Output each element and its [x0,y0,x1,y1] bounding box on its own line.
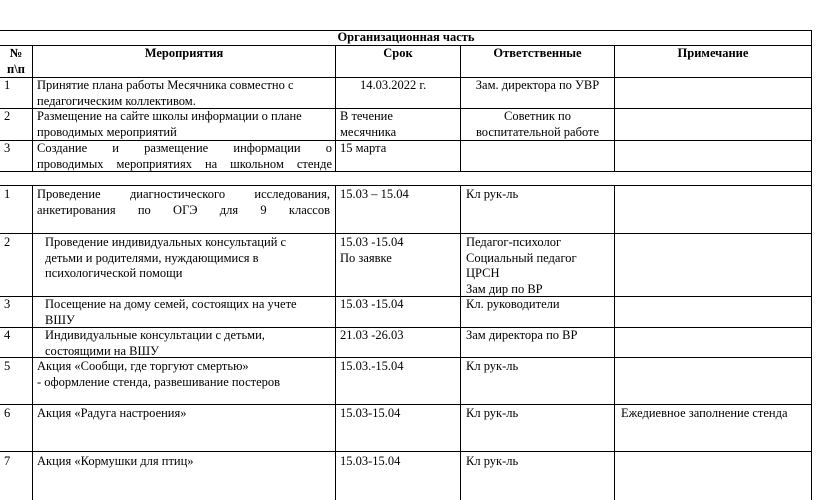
row-date: 14.03.2022 г. [360,78,427,92]
table-border-right [811,30,812,500]
row-responsible: Кл рук-ль [466,406,519,420]
header-note: Примечание [677,46,749,60]
row-number: 7 [4,454,11,468]
row-divider [0,233,812,234]
row-number: 5 [4,359,11,373]
column-divider [614,185,615,500]
row-date: В течение месячника [340,109,397,139]
row-number: 1 [4,187,11,201]
column-divider [335,185,336,500]
row-event: Индивидуальные консультации с детьми, состоящими на ВШУ [45,328,265,358]
row-event: Акция «Сообщи, где торгуют смертью» - оформление стенда, развешивание постеров [37,359,281,389]
header-num: № п\п [7,46,25,76]
column-divider [32,45,33,171]
header-responsible: Ответственные [493,46,582,60]
row-date: 15.03 -15.04 По заявке [340,235,404,265]
column-divider [460,45,461,171]
row-event: Размещение на сайте школы информации о плане проводимых мероприятий [37,109,302,139]
header-event: Мероприятия [144,46,224,60]
row-responsible: Советник по воспитательной работе [475,109,600,139]
row-date: 15.03 – 15.04 [340,187,409,201]
row-event: Посещение на дому семей, состоящих на учете ВШУ [45,297,297,327]
row-event: Акция «Кормушки для птиц» [37,454,194,468]
row-event: Проведение индивидуальных консультаций с детьми и родителями, нуждающимися в психологической помощи [45,235,287,280]
column-divider [614,45,615,171]
row-date: 15.03 -15.04 [340,297,404,311]
row-number: 2 [4,109,11,123]
column-divider [335,45,336,171]
row-divider [0,185,812,186]
header-date: Срок [383,46,413,60]
row-responsible: Зам директора по ВР [466,328,578,342]
row-event: Проведение диагностического исследования, анкетирования по ОГЭ для 9 классов [37,187,330,217]
column-divider [32,185,33,500]
column-divider [460,185,461,500]
row-number: 3 [4,297,11,311]
row-responsible: Педагог-психолог Социальный педагог ЦРСН Зам дир по ВР [466,235,577,296]
row-divider [0,404,812,405]
row-responsible: Кл рук-ль [466,187,519,201]
row-date: 15 марта [340,141,387,155]
row-number: 1 [4,78,11,92]
row-responsible: Зам. директора по УВР [475,78,600,92]
row-event: Акция «Радуга настроения» [37,406,187,420]
section-title: Организационная часть [337,30,475,44]
row-date: 15.03-15.04 [340,454,401,468]
row-date: 21.03 -26.03 [340,328,404,342]
row-event: Принятие плана работы Месячника совместно с педагогическим коллективом. [37,78,294,108]
row-number: 4 [4,328,11,342]
row-date: 15.03-15.04 [340,406,401,420]
row-number: 6 [4,406,11,420]
row-number: 3 [4,141,11,155]
row-divider [0,451,812,452]
row-responsible: Кл рук-ль [466,454,519,468]
row-number: 2 [4,235,11,249]
row-event: Создание и размещение информации о проводимых мероприятиях на школьном стенде [37,141,332,171]
row-responsible: Кл рук-ль [466,359,519,373]
row-date: 15.03.-15.04 [340,359,404,373]
row-responsible: Кл. руководители [466,297,560,311]
row-note: Ежедиевное заполнение стенда [621,406,788,420]
